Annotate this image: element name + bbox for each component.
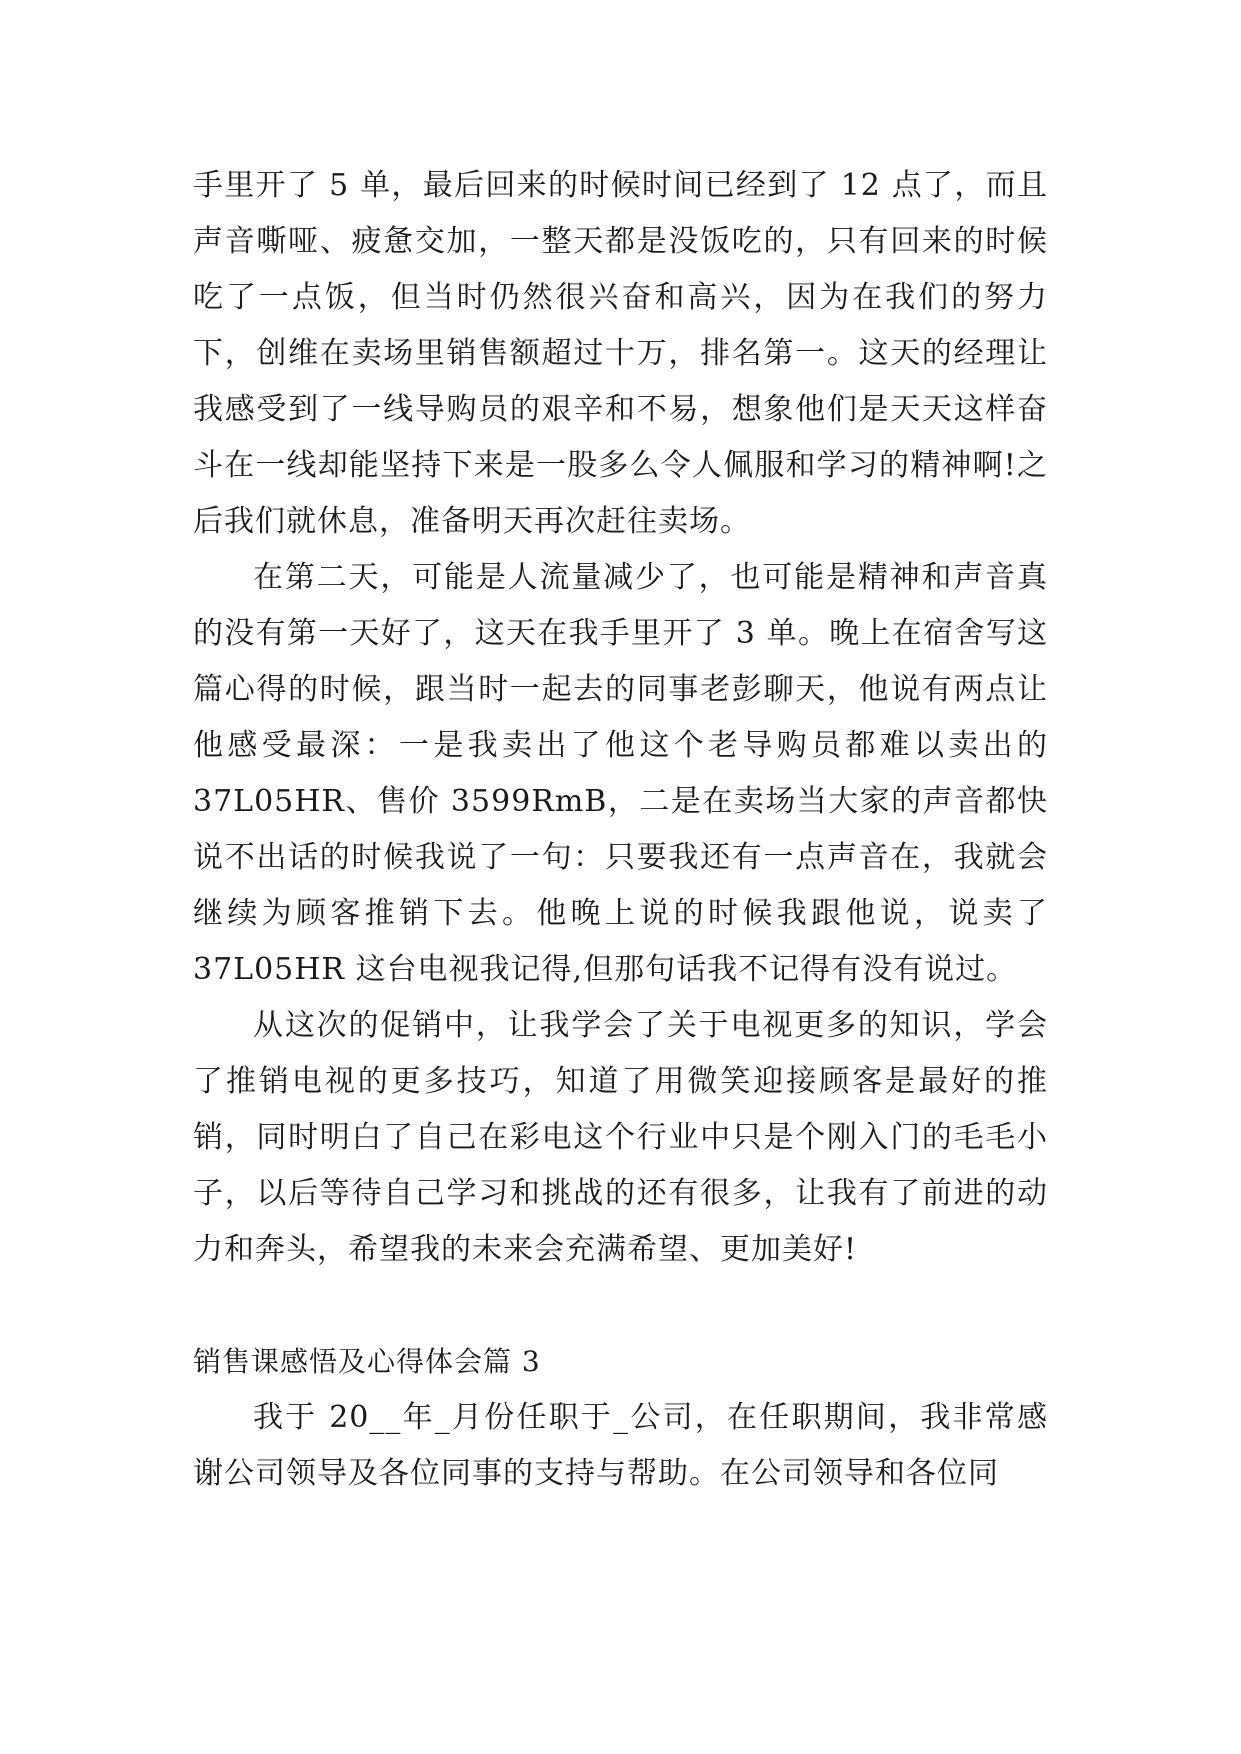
paragraph-section-intro: 我于 20__年_月份任职于_公司，在任职期间，我非常感谢公司领导及各位同事的支持与帮助。在公司领导和各位同 xyxy=(193,1400,1048,1491)
paragraph-conclusion: 从这次的促销中，让我学会了关于电视更多的知识，学会了推销电视的更多技巧，知道了用微笑迎接顾客是最好的推销，同时明白了自己在彩电这个行业中只是个刚入门的毛毛小子，以后等待自己学习和挑战的还有很多，让我有了前进的动力和奔头，希望我的未来会充满希望、更加美好! xyxy=(193,1008,1048,1267)
paragraph-continued: 手里开了 5 单，最后回来的时候时间已经到了 12 点了，而且声音嘶哑、疲惫交加，一整天都是没饭吃的，只有回来的时候吃了一点饭，但当时仍然很兴奋和高兴，因为在我们的努力下，创维在卖场里销售额超过十万，排名第一。这天的经理让我感受到了一线导购员的艰辛和不易，想象他们是天天这样奋斗在一线却能坚持下来是一股多么令人佩服和学习的精神啊!之后我们就休息，准备明天再次赶往卖场。 xyxy=(193,168,1048,539)
section-heading: 销售课感悟及心得体会篇 3 xyxy=(193,1345,541,1378)
paragraph-second-day: 在第二天，可能是人流量减少了，也可能是精神和声音真的没有第一天好了，这天在我手里开了 3 单。晚上在宿舍写这篇心得的时候，跟当时一起去的同事老彭聊天，他说有两点让他感受最深：一是我卖出了他这个老导购员都难以卖出的 37L05HR、售价 3599RmB，二是在卖场当大家的声音都快说不出话的时候我说了一句：只要我还有一点声音在，我就会继续为顾客推销下去。他晚上说的时候我跟他说，说卖了 37L05HR 这台电视我记得,但那句话我不记得有没有说过。 xyxy=(193,560,1048,987)
document-body xyxy=(193,158,1048,1502)
